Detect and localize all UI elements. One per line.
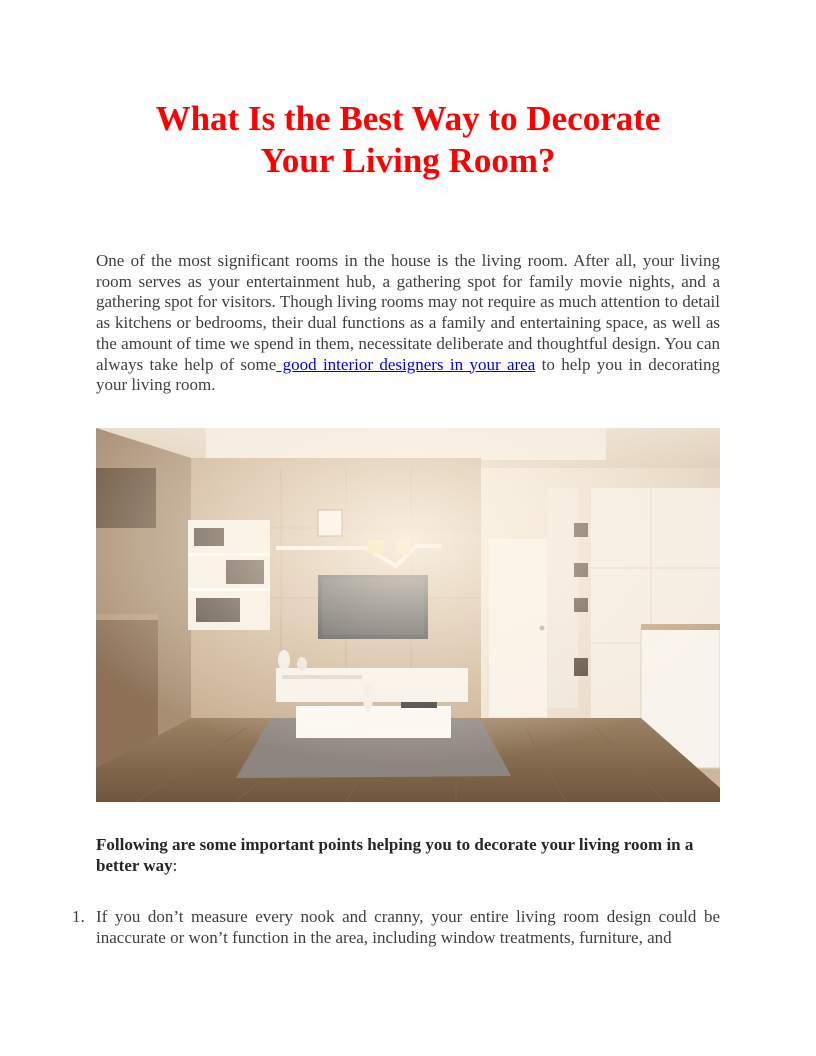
intro-text: One of the most significant rooms in the house is the living room. After all, your living room serves as your entertainment hub, a gathering spot for family movie nights, and a gathering spot for visitors. Though living rooms may not require as much attention to detail as kitchens or bedrooms, their dual functions as a family and entertaining space, as well as the amount of time we spend in them, necessitate deliberate and thoughtful design. You can always take help of some — [96, 251, 720, 374]
list-item-number: 1. — [72, 907, 85, 926]
title-line-2: Your Living Room? — [260, 141, 556, 180]
points-subheading — [96, 834, 720, 876]
title-line-1: What Is the Best Way to Decorate — [155, 99, 661, 138]
page-title — [96, 98, 720, 182]
subheading-text: Following are some important points helping you to decorate your living room in a better way — [96, 835, 694, 875]
interior-designers-link[interactable]: good interior designers in your area — [276, 354, 536, 374]
living-room-photo — [96, 428, 720, 802]
intro-text-after: to help you in decorating your living room. — [96, 354, 720, 395]
subheading-colon: : — [172, 856, 178, 875]
list-item — [72, 906, 720, 948]
list-item-text: If you don’t measure every nook and cranny, your entire living room design could be inaccurate or won’t function in the area, including window treatments, furniture, and — [96, 907, 720, 947]
intro-paragraph — [96, 251, 720, 396]
